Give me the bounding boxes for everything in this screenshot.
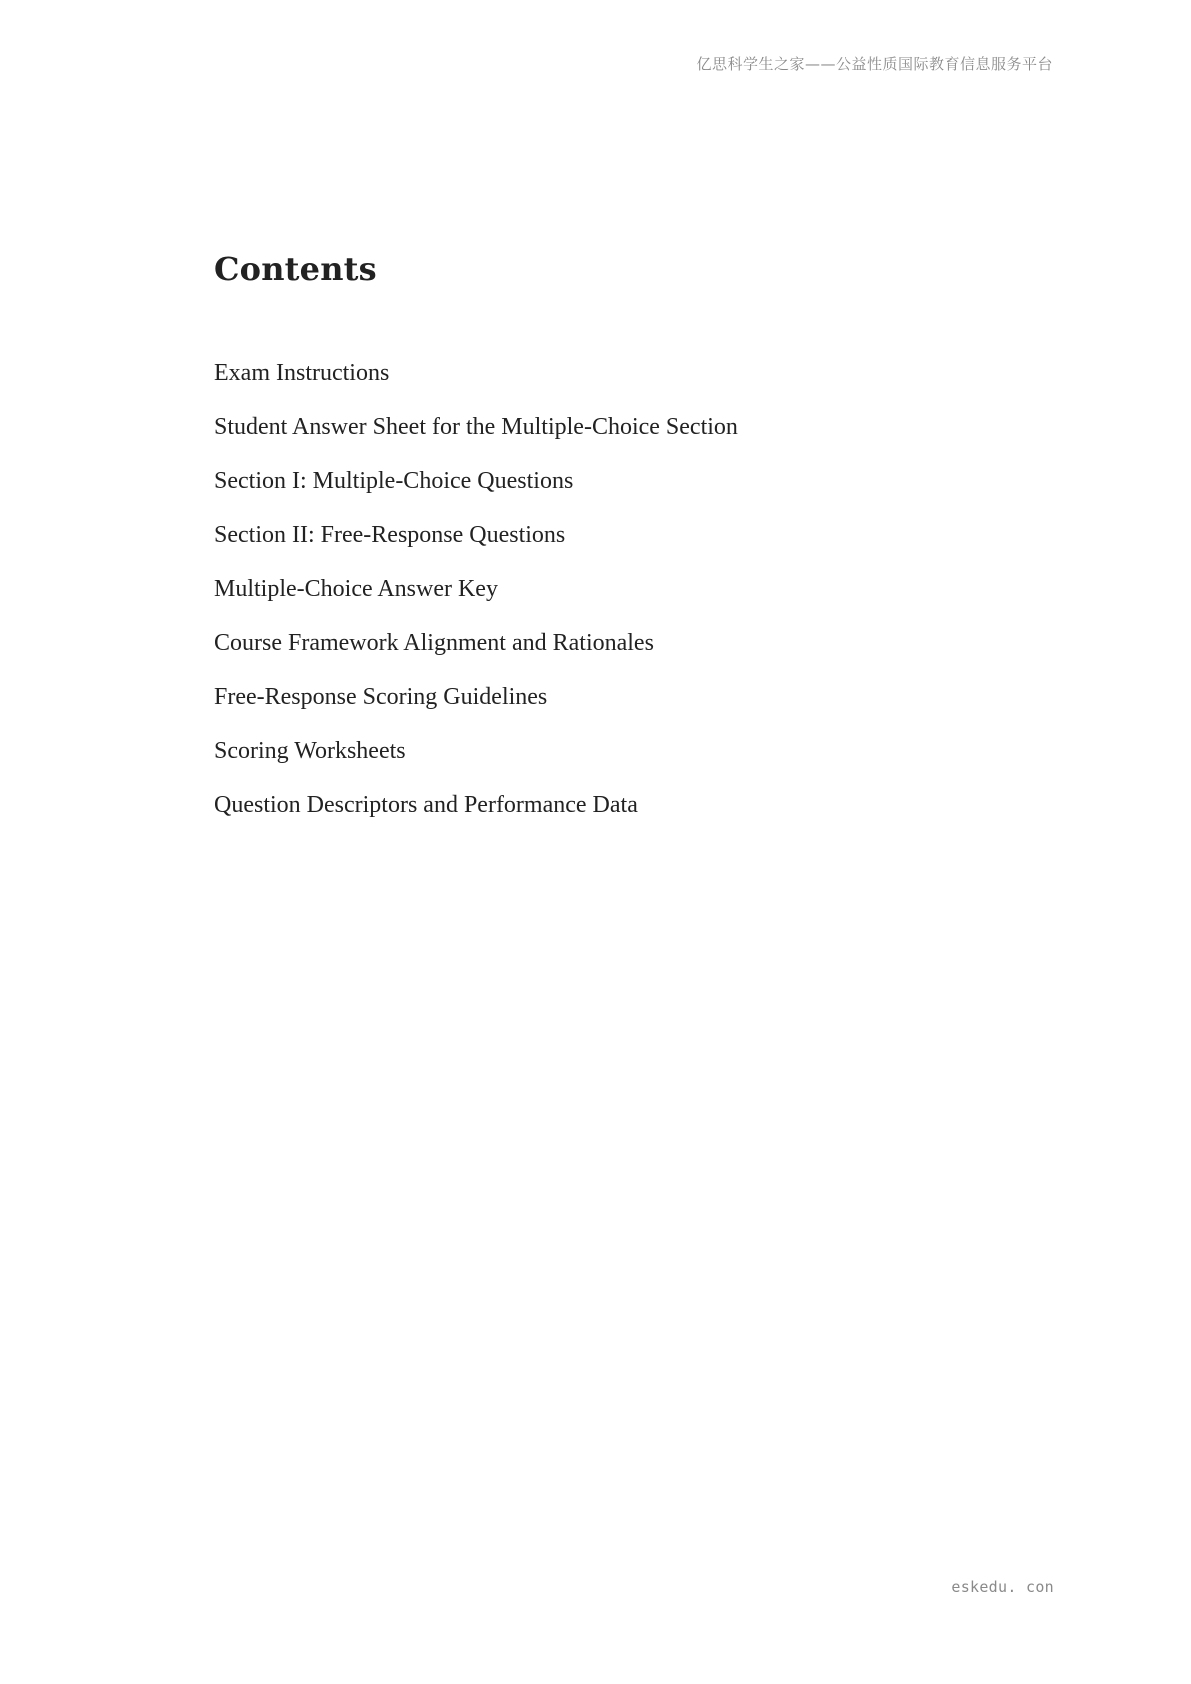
toc-item-scoring-guidelines: Free-Response Scoring Guidelines <box>214 684 548 710</box>
toc-item-exam-instructions: Exam Instructions <box>214 360 390 386</box>
toc-item-course-framework: Course Framework Alignment and Rationales <box>214 630 654 656</box>
toc-item-section-1: Section I: Multiple-Choice Questions <box>214 468 574 494</box>
toc-item-student-answer-sheet: Student Answer Sheet for the Multiple-Choice Section <box>214 414 738 440</box>
toc-item-scoring-worksheets: Scoring Worksheets <box>214 738 406 764</box>
header-watermark: 亿思科学生之家——公益性质国际教育信息服务平台 <box>696 55 1053 73</box>
toc-item-question-descriptors: Question Descriptors and Performance Data <box>214 792 638 818</box>
toc-item-section-2: Section II: Free-Response Questions <box>214 522 566 548</box>
table-of-contents <box>214 358 738 844</box>
toc-item-answer-key: Multiple-Choice Answer Key <box>214 576 498 602</box>
page-title: Contents <box>214 250 377 288</box>
footer-watermark: eskedu. con <box>951 1578 1054 1596</box>
